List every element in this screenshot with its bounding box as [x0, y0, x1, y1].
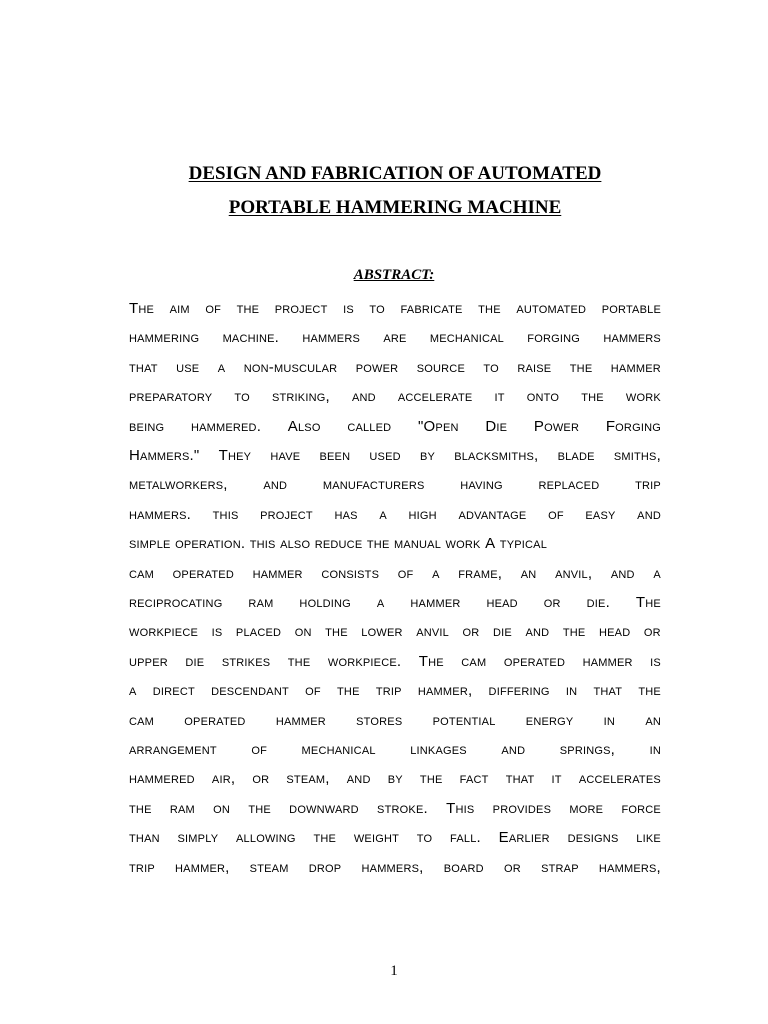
body-line: metalworkers, and manufacturers having replaced trip	[129, 476, 661, 494]
body-line: that use a non-muscular power source to raise the hammer	[129, 358, 661, 376]
body-line: workpiece is placed on the lower anvil or die and the head or	[129, 623, 661, 641]
body-line: cam operated hammer consists of a frame, an anvil, and a	[129, 564, 661, 582]
document-title-line-2: PORTABLE HAMMERING MACHINE	[228, 197, 562, 218]
body-line: the ram on the downward stroke. This provides more force	[129, 799, 661, 817]
document-title-line-1: DESIGN AND FABRICATION OF AUTOMATED	[188, 163, 602, 184]
body-line: reciprocating ram holding a hammer head or die. The	[129, 594, 661, 611]
page-number: 1	[390, 963, 398, 979]
body-line: arrangement of mechanical linkages and springs, in	[129, 741, 661, 758]
body-line: The aim of the project is to fabricate the automated portable	[129, 300, 661, 317]
body-line: than simply allowing the weight to fall. Earlier designs like	[129, 829, 661, 847]
body-line: trip hammer, steam drop hammers, board or strap hammers,	[129, 858, 661, 876]
body-line: hammered air, or steam, and by the fact that it accelerates	[129, 770, 661, 788]
body-line: preparatory to striking, and accelerate it onto the work	[129, 388, 661, 406]
body-line: Hammers." They have been used by blacksmiths, blade smiths,	[129, 447, 661, 464]
body-line: a direct descendant of the trip hammer, differing in that the	[129, 682, 661, 700]
body-line: upper die strikes the workpiece. The cam operated hammer is	[129, 652, 661, 670]
body-line: hammers. this project has a high advantage of easy and	[129, 505, 661, 523]
body-line: hammering machine. hammers are mechanical forging hammers	[129, 329, 661, 347]
body-line: cam operated hammer stores potential energy in an	[129, 711, 661, 729]
body-line: being hammered. Also called "Open Die Power Forging	[129, 417, 661, 435]
body-line: simple operation. this also reduce the manual work A typical	[129, 535, 548, 553]
abstract-heading: ABSTRACT:	[353, 267, 435, 283]
